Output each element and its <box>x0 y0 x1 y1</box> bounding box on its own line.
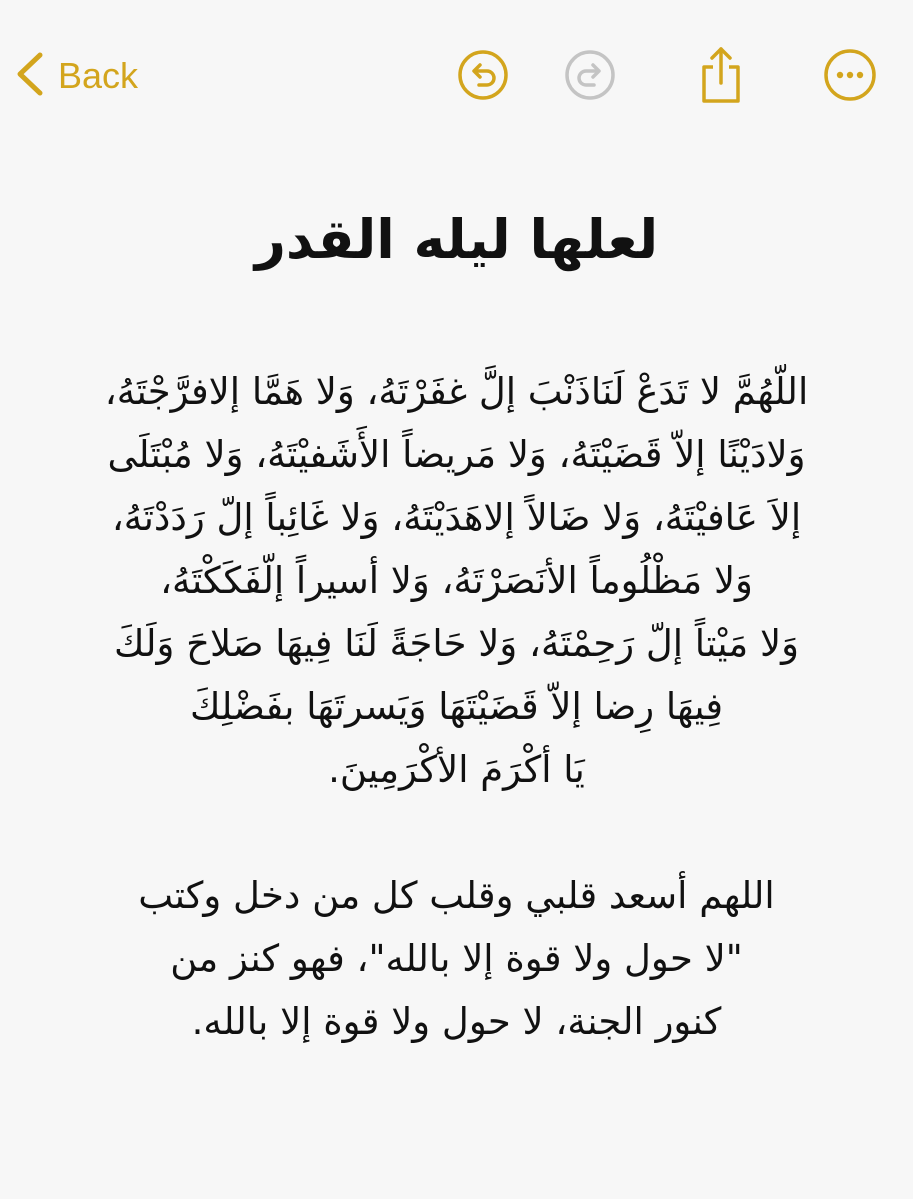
share-button[interactable] <box>692 46 750 104</box>
share-icon <box>694 45 748 105</box>
redo-button[interactable] <box>561 46 619 104</box>
note-body[interactable] <box>30 190 883 1053</box>
note-paragraph-dua: اللّهُمَّ لا تَدَعْ لَنَاذَنْبَ إلَّ غفَرْتَهُ، وَلا هَمَّا إلافرَّجْتَهُ، وَلادَيْنًا إلاّ قَضَيْتَهُ، وَلا مَريضاً الأَشَفيْتَهُ، وَلا مُبْتَلَى إلاَ عَافيْتَهُ، وَلا ضَالاً إلاهَدَيْتَهُ، وَلا غَائِباً إلّ رَدَدْتَهُ، وَلا مَظْلُوماً الأنَصَرْتَهُ، وَلا أسيراً إلّفَكَكْتَهُ، وَلا مَيْتاً إلّ رَحِمْتَهُ، وَلا حَاجَةً لَنَا فِيهَا صَلاحَ وَلَكَ فِيهَا رِضا إلاّ قَضَيْتَهَا وَيَسرتَهَا بفَضْلِكَ يَا أكْرَمَ الأكْرَمِينَ. <box>104 370 809 791</box>
more-button[interactable] <box>821 46 879 104</box>
redo-icon <box>563 48 617 102</box>
more-icon <box>822 47 878 103</box>
undo-button[interactable] <box>454 46 512 104</box>
back-label: Back <box>58 55 139 96</box>
chevron-left-icon <box>14 51 44 101</box>
undo-icon <box>456 48 510 102</box>
note-title: لعلها ليله القدر <box>254 208 659 271</box>
note-paragraph-closing: اللهم أسعد قلبي وقلب كل من دخل وكتب "لا حول ولا قوة إلا بالله"، فهو كنز من كنور الجنة، لا حول ولا قوة إلا بالله. <box>138 874 775 1043</box>
back-button[interactable] <box>14 48 138 104</box>
toolbar <box>0 0 913 150</box>
